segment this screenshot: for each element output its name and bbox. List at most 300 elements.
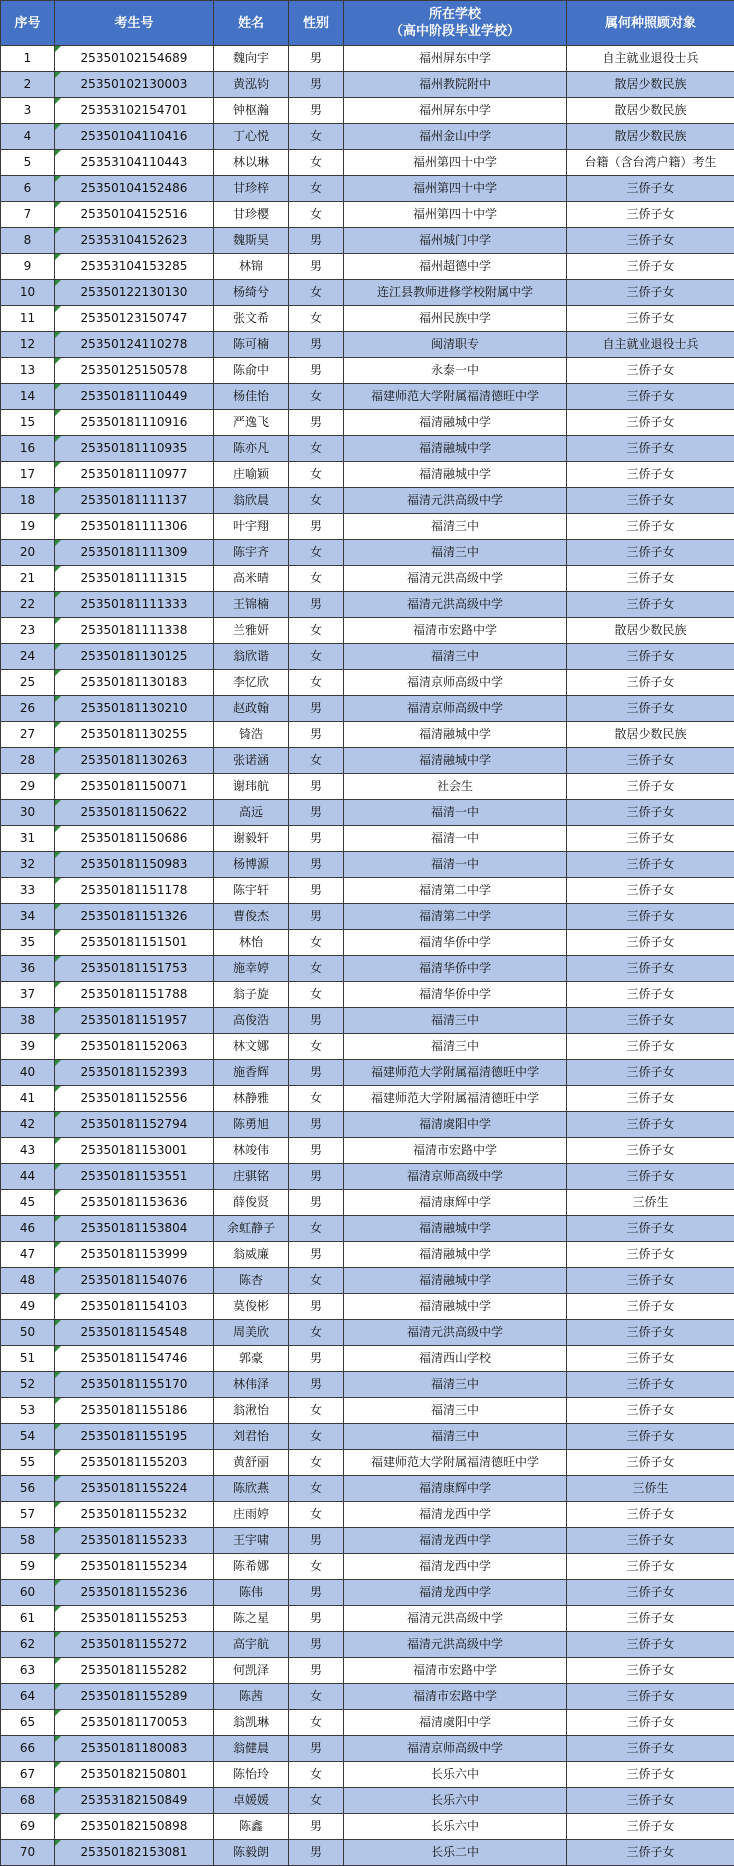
- cell-exam-number: 25350181111137: [55, 488, 214, 514]
- cell-name: 魏向宇: [214, 46, 289, 72]
- cell-index: 22: [1, 592, 55, 618]
- cell-gender: 女: [289, 1450, 344, 1476]
- cell-index: 36: [1, 956, 55, 982]
- cell-school: 长乐六中: [344, 1762, 567, 1788]
- cell-school: 福清虞阳中学: [344, 1710, 567, 1736]
- cell-gender: 男: [289, 1580, 344, 1606]
- cell-index: 47: [1, 1242, 55, 1268]
- cell-gender: 女: [289, 1320, 344, 1346]
- cell-school: 福清华侨中学: [344, 930, 567, 956]
- table-row: [1, 956, 734, 982]
- cell-exam-number: 25350102130003: [55, 72, 214, 98]
- cell-exam-number: 25350181153636: [55, 1190, 214, 1216]
- table-row: [1, 852, 734, 878]
- cell-name: 莫俊彬: [214, 1294, 289, 1320]
- cell-exam-number: 25350181154076: [55, 1268, 214, 1294]
- cell-exam-number: 25350181151178: [55, 878, 214, 904]
- cell-category: 三侨子女: [567, 956, 734, 982]
- cell-category: 三侨子女: [567, 1788, 734, 1814]
- cell-exam-number: 25353182150849: [55, 1788, 214, 1814]
- cell-index: 35: [1, 930, 55, 956]
- table-row: [1, 982, 734, 1008]
- cell-school: 福清元洪高级中学: [344, 1632, 567, 1658]
- cell-category: 三侨子女: [567, 436, 734, 462]
- cell-category: 三侨子女: [567, 1268, 734, 1294]
- cell-exam-number: 25350182150801: [55, 1762, 214, 1788]
- cell-school: 福清京师高级中学: [344, 1736, 567, 1762]
- cell-school: 福清融城中学: [344, 1294, 567, 1320]
- table-row: [1, 566, 734, 592]
- cell-gender: 男: [289, 1164, 344, 1190]
- cell-gender: 男: [289, 1658, 344, 1684]
- cell-index: 39: [1, 1034, 55, 1060]
- table-row: [1, 1762, 734, 1788]
- cell-exam-number: 25350181155186: [55, 1398, 214, 1424]
- table-row: [1, 1658, 734, 1684]
- cell-gender: 男: [289, 1008, 344, 1034]
- cell-exam-number: 25350181154548: [55, 1320, 214, 1346]
- cell-gender: 女: [289, 1502, 344, 1528]
- cell-exam-number: 25350181110977: [55, 462, 214, 488]
- cell-exam-number: 25350181154103: [55, 1294, 214, 1320]
- cell-school: 福州民族中学: [344, 306, 567, 332]
- cell-index: 58: [1, 1528, 55, 1554]
- cell-index: 53: [1, 1398, 55, 1424]
- table-row: [1, 1216, 734, 1242]
- cell-exam-number: 25350181155170: [55, 1372, 214, 1398]
- cell-school: 福州超德中学: [344, 254, 567, 280]
- cell-category: 三侨子女: [567, 254, 734, 280]
- cell-index: 5: [1, 150, 55, 176]
- cell-exam-number: 25350181150686: [55, 826, 214, 852]
- cell-exam-number: 25350104152516: [55, 202, 214, 228]
- cell-school: 福清融城中学: [344, 722, 567, 748]
- cell-gender: 男: [289, 774, 344, 800]
- cell-category: 三侨子女: [567, 1216, 734, 1242]
- cell-name: 张文希: [214, 306, 289, 332]
- cell-index: 4: [1, 124, 55, 150]
- cell-exam-number: 25350181154746: [55, 1346, 214, 1372]
- table-row: [1, 150, 734, 176]
- cell-category: 三侨子女: [567, 1060, 734, 1086]
- cell-index: 40: [1, 1060, 55, 1086]
- cell-category: 三侨子女: [567, 1762, 734, 1788]
- cell-school: 福清一中: [344, 852, 567, 878]
- table-row: [1, 1450, 734, 1476]
- cell-name: 翁欣晨: [214, 488, 289, 514]
- table-row: [1, 1320, 734, 1346]
- cell-school: 福清元洪高级中学: [344, 1606, 567, 1632]
- cell-category: 三侨子女: [567, 202, 734, 228]
- cell-category: 散居少数民族: [567, 722, 734, 748]
- table-row: [1, 1034, 734, 1060]
- cell-name: 林锦: [214, 254, 289, 280]
- cell-gender: 男: [289, 852, 344, 878]
- cell-exam-number: 25353104152623: [55, 228, 214, 254]
- cell-index: 25: [1, 670, 55, 696]
- table-row: [1, 1268, 734, 1294]
- cell-gender: 女: [289, 1268, 344, 1294]
- cell-index: 61: [1, 1606, 55, 1632]
- cell-name: 薛俊贤: [214, 1190, 289, 1216]
- cell-name: 林文娜: [214, 1034, 289, 1060]
- cell-exam-number: 25350181153999: [55, 1242, 214, 1268]
- cell-index: 12: [1, 332, 55, 358]
- table-row: [1, 800, 734, 826]
- cell-school: 福清融城中学: [344, 1216, 567, 1242]
- cell-category: 三侨子女: [567, 514, 734, 540]
- cell-school: 福清市宏路中学: [344, 618, 567, 644]
- table-row: [1, 1242, 734, 1268]
- cell-name: 高宇航: [214, 1632, 289, 1658]
- cell-school: 福州金山中学: [344, 124, 567, 150]
- cell-school: 福清第二中学: [344, 878, 567, 904]
- cell-index: 37: [1, 982, 55, 1008]
- cell-index: 62: [1, 1632, 55, 1658]
- header-row: [1, 1, 734, 46]
- cell-exam-number: 25350124110278: [55, 332, 214, 358]
- cell-exam-number: 25350181150071: [55, 774, 214, 800]
- cell-school: 福清元洪高级中学: [344, 566, 567, 592]
- cell-exam-number: 25353104153285: [55, 254, 214, 280]
- cell-school: 福清一中: [344, 826, 567, 852]
- cell-school: 福建师范大学附属福清德旺中学: [344, 1060, 567, 1086]
- cell-category: 三侨生: [567, 1476, 734, 1502]
- cell-gender: 男: [289, 98, 344, 124]
- cell-exam-number: 25350181155272: [55, 1632, 214, 1658]
- cell-school: 福清三中: [344, 540, 567, 566]
- cell-category: 三侨子女: [567, 488, 734, 514]
- cell-index: 46: [1, 1216, 55, 1242]
- header-gender: 性别: [289, 1, 344, 46]
- cell-school: 福州教院附中: [344, 72, 567, 98]
- cell-index: 10: [1, 280, 55, 306]
- cell-name: 杨绮兮: [214, 280, 289, 306]
- cell-exam-number: 25350181155236: [55, 1580, 214, 1606]
- cell-category: 三侨子女: [567, 280, 734, 306]
- cell-index: 7: [1, 202, 55, 228]
- cell-category: 散居少数民族: [567, 98, 734, 124]
- cell-gender: 女: [289, 202, 344, 228]
- table-row: [1, 462, 734, 488]
- cell-index: 1: [1, 46, 55, 72]
- cell-name: 曹俊杰: [214, 904, 289, 930]
- cell-school: 永泰一中: [344, 358, 567, 384]
- cell-gender: 女: [289, 124, 344, 150]
- cell-gender: 女: [289, 930, 344, 956]
- cell-exam-number: 25350122130130: [55, 280, 214, 306]
- cell-school: 连江县教师进修学校附属中学: [344, 280, 567, 306]
- cell-exam-number: 25350181153804: [55, 1216, 214, 1242]
- cell-school: 福清元洪高级中学: [344, 592, 567, 618]
- cell-name: 林以琳: [214, 150, 289, 176]
- cell-gender: 女: [289, 1034, 344, 1060]
- cell-exam-number: 25350181150622: [55, 800, 214, 826]
- cell-gender: 男: [289, 1242, 344, 1268]
- cell-name: 周美欣: [214, 1320, 289, 1346]
- cell-category: 三侨子女: [567, 1632, 734, 1658]
- cell-gender: 女: [289, 1086, 344, 1112]
- cell-name: 赵政翰: [214, 696, 289, 722]
- cell-name: 钟枢瀚: [214, 98, 289, 124]
- cell-gender: 男: [289, 1736, 344, 1762]
- cell-gender: 男: [289, 826, 344, 852]
- cell-index: 64: [1, 1684, 55, 1710]
- table-row: [1, 904, 734, 930]
- cell-category: 三侨子女: [567, 1112, 734, 1138]
- cell-exam-number: 25350181155195: [55, 1424, 214, 1450]
- cell-school: 福清市宏路中学: [344, 1138, 567, 1164]
- cell-category: 三侨子女: [567, 1658, 734, 1684]
- cell-school: 福清市宏路中学: [344, 1684, 567, 1710]
- table-row: [1, 826, 734, 852]
- cell-exam-number: 25350181152063: [55, 1034, 214, 1060]
- cell-index: 49: [1, 1294, 55, 1320]
- cell-gender: 男: [289, 254, 344, 280]
- header-index: 序号: [1, 1, 55, 46]
- cell-category: 散居少数民族: [567, 618, 734, 644]
- cell-index: 17: [1, 462, 55, 488]
- table-row: [1, 540, 734, 566]
- cell-exam-number: 25350181130210: [55, 696, 214, 722]
- table-row: [1, 488, 734, 514]
- cell-index: 33: [1, 878, 55, 904]
- cell-index: 28: [1, 748, 55, 774]
- cell-exam-number: 25350181153001: [55, 1138, 214, 1164]
- cell-category: 三侨子女: [567, 462, 734, 488]
- cell-index: 69: [1, 1814, 55, 1840]
- cell-school: 福清康辉中学: [344, 1476, 567, 1502]
- table-row: [1, 514, 734, 540]
- cell-gender: 男: [289, 1528, 344, 1554]
- cell-gender: 女: [289, 176, 344, 202]
- cell-school: 福清龙西中学: [344, 1554, 567, 1580]
- cell-exam-number: 25350181110935: [55, 436, 214, 462]
- cell-name: 陈可楠: [214, 332, 289, 358]
- table-row: [1, 1164, 734, 1190]
- cell-category: 三侨子女: [567, 644, 734, 670]
- cell-gender: 男: [289, 904, 344, 930]
- cell-gender: 男: [289, 1138, 344, 1164]
- table-row: [1, 1398, 734, 1424]
- cell-category: 三侨子女: [567, 1034, 734, 1060]
- cell-name: 陈俞中: [214, 358, 289, 384]
- cell-gender: 女: [289, 436, 344, 462]
- table-row: [1, 1528, 734, 1554]
- table-row: [1, 1736, 734, 1762]
- cell-exam-number: 25350123150747: [55, 306, 214, 332]
- table-row: [1, 774, 734, 800]
- cell-gender: 男: [289, 800, 344, 826]
- cell-exam-number: 25350181152794: [55, 1112, 214, 1138]
- cell-name: 陈怡玲: [214, 1762, 289, 1788]
- table-row: [1, 1086, 734, 1112]
- cell-index: 31: [1, 826, 55, 852]
- cell-name: 李忆欣: [214, 670, 289, 696]
- cell-category: 三侨子女: [567, 384, 734, 410]
- cell-name: 陈勇旭: [214, 1112, 289, 1138]
- cell-school: 长乐六中: [344, 1814, 567, 1840]
- cell-exam-number: 25350181151326: [55, 904, 214, 930]
- cell-name: 高俊浩: [214, 1008, 289, 1034]
- cell-gender: 女: [289, 1788, 344, 1814]
- cell-name: 丁心悦: [214, 124, 289, 150]
- table-header: [1, 1, 734, 46]
- cell-exam-number: 25350181111338: [55, 618, 214, 644]
- cell-gender: 女: [289, 1710, 344, 1736]
- cell-gender: 男: [289, 878, 344, 904]
- cell-gender: 女: [289, 618, 344, 644]
- cell-category: 三侨子女: [567, 1398, 734, 1424]
- cell-exam-number: 25350181151788: [55, 982, 214, 1008]
- cell-index: 19: [1, 514, 55, 540]
- cell-category: 三侨子女: [567, 1814, 734, 1840]
- cell-name: 翁健晨: [214, 1736, 289, 1762]
- cell-school: 福清康辉中学: [344, 1190, 567, 1216]
- cell-name: 林竣伟: [214, 1138, 289, 1164]
- cell-school: 福清融城中学: [344, 748, 567, 774]
- cell-index: 56: [1, 1476, 55, 1502]
- cell-school: 福清虞阳中学: [344, 1112, 567, 1138]
- cell-exam-number: 25350181150983: [55, 852, 214, 878]
- cell-school: 社会生: [344, 774, 567, 800]
- header-category: 属何种照顾对象: [567, 1, 734, 46]
- cell-school: 福建师范大学附属福清德旺中学: [344, 384, 567, 410]
- cell-index: 63: [1, 1658, 55, 1684]
- table-row: [1, 1554, 734, 1580]
- table-row: [1, 696, 734, 722]
- cell-name: 何凯泽: [214, 1658, 289, 1684]
- table-row: [1, 358, 734, 384]
- cell-index: 13: [1, 358, 55, 384]
- cell-school: 福清融城中学: [344, 410, 567, 436]
- cell-category: 三侨子女: [567, 1294, 734, 1320]
- cell-index: 2: [1, 72, 55, 98]
- table-row: [1, 1138, 734, 1164]
- cell-name: 黄泓钧: [214, 72, 289, 98]
- cell-school: 福建师范大学附属福清德旺中学: [344, 1450, 567, 1476]
- cell-school: 福清三中: [344, 1398, 567, 1424]
- cell-exam-number: 25350181155224: [55, 1476, 214, 1502]
- cell-gender: 男: [289, 1632, 344, 1658]
- cell-category: 三侨子女: [567, 1450, 734, 1476]
- cell-category: 三侨子女: [567, 566, 734, 592]
- cell-school: 福清京师高级中学: [344, 1164, 567, 1190]
- table-row: [1, 1060, 734, 1086]
- table-row: [1, 306, 734, 332]
- cell-gender: 女: [289, 748, 344, 774]
- cell-school: 福清龙西中学: [344, 1580, 567, 1606]
- cell-name: 陈杏: [214, 1268, 289, 1294]
- cell-school: 福清京师高级中学: [344, 670, 567, 696]
- cell-name: 兰雅妍: [214, 618, 289, 644]
- table-row: [1, 1814, 734, 1840]
- cell-gender: 女: [289, 150, 344, 176]
- cell-gender: 男: [289, 1112, 344, 1138]
- cell-name: 陈鑫: [214, 1814, 289, 1840]
- cell-index: 44: [1, 1164, 55, 1190]
- table-row: [1, 722, 734, 748]
- cell-school: 福州第四十中学: [344, 176, 567, 202]
- cell-gender: 男: [289, 1294, 344, 1320]
- cell-index: 18: [1, 488, 55, 514]
- table-row: [1, 930, 734, 956]
- cell-category: 三侨子女: [567, 1840, 734, 1866]
- cell-index: 42: [1, 1112, 55, 1138]
- table-row: [1, 1112, 734, 1138]
- cell-category: 三侨子女: [567, 1606, 734, 1632]
- cell-name: 翁欣谐: [214, 644, 289, 670]
- cell-gender: 女: [289, 306, 344, 332]
- cell-gender: 女: [289, 1424, 344, 1450]
- cell-category: 三侨子女: [567, 826, 734, 852]
- table-row: [1, 332, 734, 358]
- cell-index: 65: [1, 1710, 55, 1736]
- cell-index: 14: [1, 384, 55, 410]
- table-row: [1, 1502, 734, 1528]
- cell-name: 庄骐铭: [214, 1164, 289, 1190]
- cell-gender: 男: [289, 1372, 344, 1398]
- table-row: [1, 1294, 734, 1320]
- table-row: [1, 1632, 734, 1658]
- cell-name: 施幸婷: [214, 956, 289, 982]
- cell-index: 52: [1, 1372, 55, 1398]
- table-row: [1, 1372, 734, 1398]
- table-row: [1, 202, 734, 228]
- cell-gender: 女: [289, 1398, 344, 1424]
- cell-gender: 男: [289, 332, 344, 358]
- cell-index: 20: [1, 540, 55, 566]
- cell-index: 15: [1, 410, 55, 436]
- cell-category: 三侨子女: [567, 1424, 734, 1450]
- cell-name: 王锦楠: [214, 592, 289, 618]
- cell-category: 三侨子女: [567, 540, 734, 566]
- cell-name: 林伟泽: [214, 1372, 289, 1398]
- cell-exam-number: 25350104152486: [55, 176, 214, 202]
- cell-gender: 女: [289, 462, 344, 488]
- cell-name: 谢毅轩: [214, 826, 289, 852]
- cell-name: 高远: [214, 800, 289, 826]
- cell-school: 福建师范大学附属福清德旺中学: [344, 1086, 567, 1112]
- cell-category: 三侨子女: [567, 930, 734, 956]
- cell-exam-number: 25350182153081: [55, 1840, 214, 1866]
- cell-school: 福清京师高级中学: [344, 696, 567, 722]
- cell-exam-number: 25350181151501: [55, 930, 214, 956]
- cell-school: 福清三中: [344, 1008, 567, 1034]
- cell-index: 34: [1, 904, 55, 930]
- cell-index: 50: [1, 1320, 55, 1346]
- cell-index: 51: [1, 1346, 55, 1372]
- cell-category: 散居少数民族: [567, 124, 734, 150]
- cell-category: 散居少数民族: [567, 72, 734, 98]
- table-row: [1, 1346, 734, 1372]
- cell-category: 三侨子女: [567, 1164, 734, 1190]
- cell-name: 陈茜: [214, 1684, 289, 1710]
- cell-exam-number: 25350181111306: [55, 514, 214, 540]
- cell-exam-number: 25350181155253: [55, 1606, 214, 1632]
- cell-name: 杨博源: [214, 852, 289, 878]
- cell-gender: 男: [289, 358, 344, 384]
- cell-index: 24: [1, 644, 55, 670]
- cell-name: 林静雅: [214, 1086, 289, 1112]
- cell-name: 陈之星: [214, 1606, 289, 1632]
- cell-category: 三侨子女: [567, 1736, 734, 1762]
- cell-exam-number: 25350181152393: [55, 1060, 214, 1086]
- cell-category: 三侨子女: [567, 696, 734, 722]
- cell-name: 陈欣燕: [214, 1476, 289, 1502]
- cell-category: 三侨生: [567, 1190, 734, 1216]
- cell-index: 3: [1, 98, 55, 124]
